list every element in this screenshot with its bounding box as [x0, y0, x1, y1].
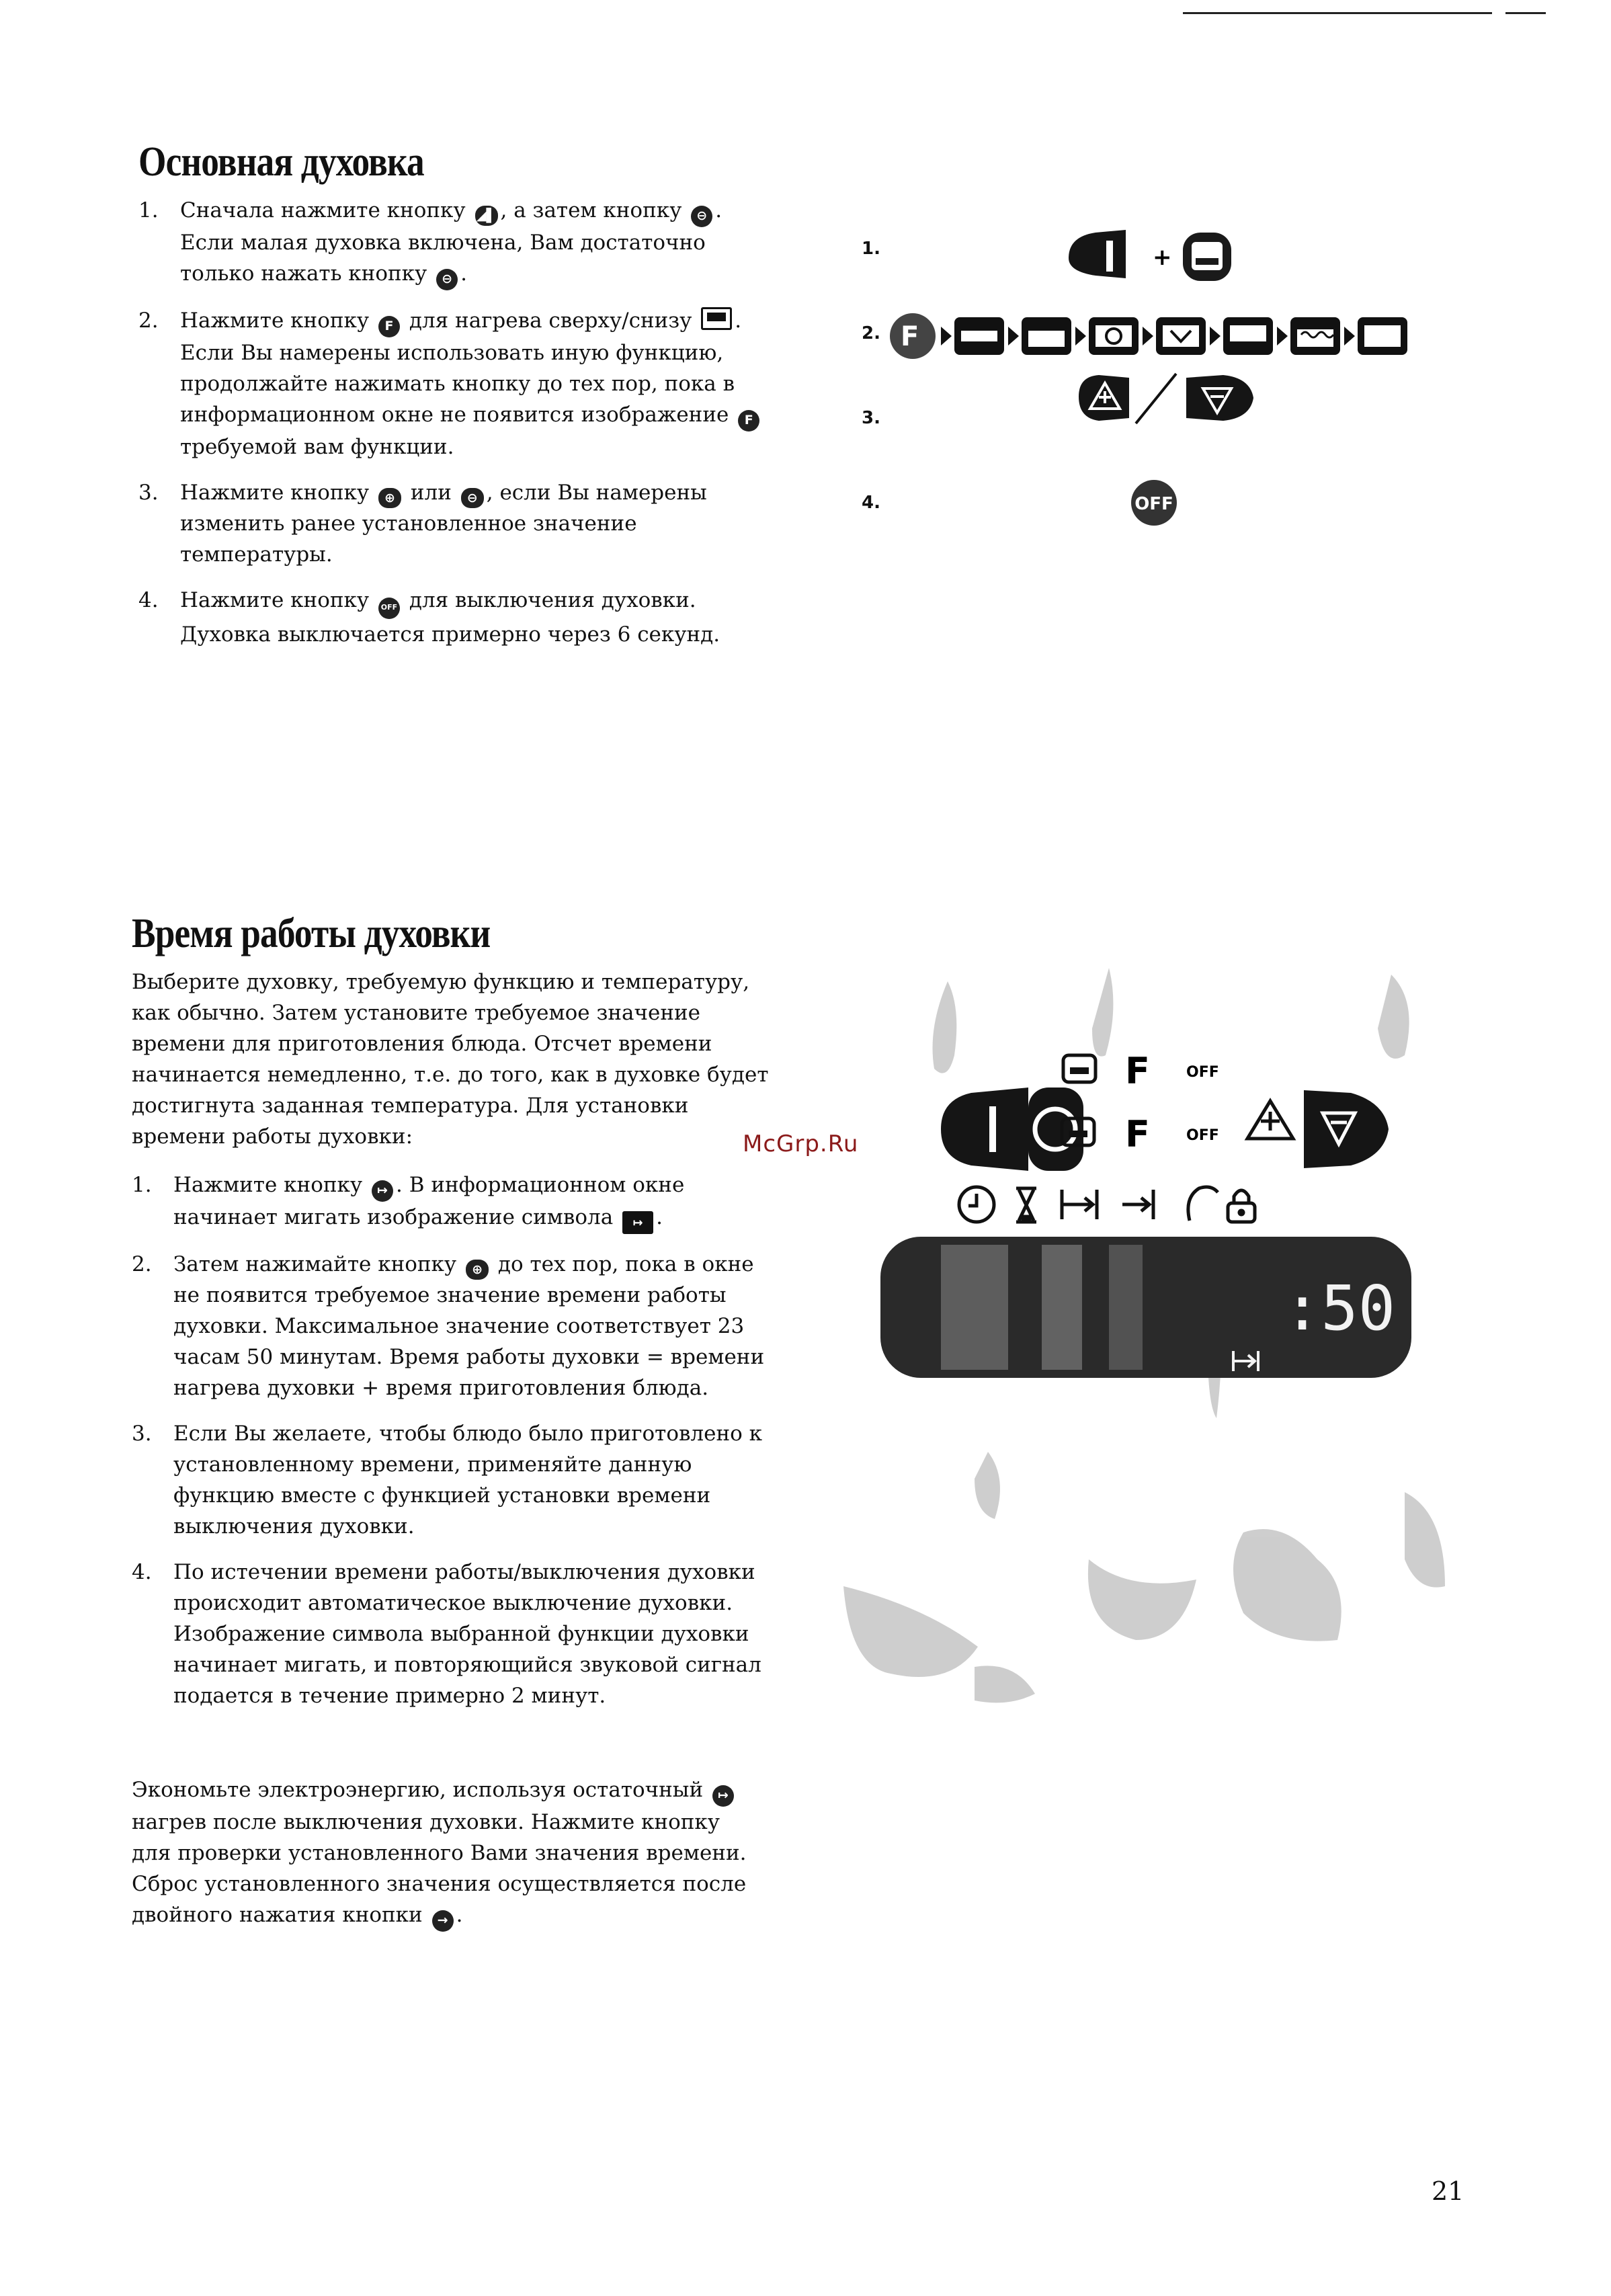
plus-sign: +	[1153, 244, 1172, 271]
fig-step-label-3: 3.	[862, 408, 880, 428]
small-oven-button-icon	[1183, 233, 1231, 281]
top-bottom-heat-icon	[701, 307, 732, 330]
step-4: 4. Нажмите кнопку OFF для выключения духовки. Духовка выключается примерно через 6 секунд.	[138, 588, 720, 647]
figure-button-sequence	[847, 202, 1465, 551]
large-oven-button-icon: ◢▌	[475, 206, 498, 226]
slash-divider	[1136, 374, 1176, 423]
off-label: OFF	[1186, 1064, 1219, 1081]
step-4: 4. По истечении времени работы/выключения духовки происходит автоматическое выключение духовки. Изображение символа выбранной функции духовки начинает мигать, и повторяющийся звуковой сигнал подается в течение примерно 2 минут.	[132, 1560, 761, 1708]
hourglass-icon[interactable]	[1016, 1188, 1036, 1222]
function-button[interactable]	[1125, 1113, 1150, 1155]
panel-top-row	[1063, 1050, 1219, 1092]
operating-time-intro: Выберите духовку, требуемую функцию и температуру, как обычно. Затем установите требуемое значение времени для приготовления блюда. Отсчет времени начинается немедленно, т.е. до того, как в духовке будет достигнута заданная температура. Для установки времени работы духовки:	[132, 970, 769, 1149]
off-button-icon: OFF	[378, 598, 400, 619]
energy-saving-note: Экономьте электроэнергию, используя остаточный ↦ нагрев после выключения духовки. Нажмите кнопку для проверки установленного Вами значения времени. Сброс установленного значения осуществляется после двойного нажатия кнопки → .	[132, 1774, 804, 1932]
step-1: 1. Сначала нажмите кнопку ◢▌ , а затем кнопку ⊖ . Если малая духовка включена, Вам достаточно только нажать кнопку ⊖ .	[138, 195, 784, 290]
svg-text:F: F	[901, 321, 919, 352]
small-oven-button-icon: ⊖	[691, 206, 712, 227]
scan-line	[1183, 12, 1492, 14]
display-time-value: :50	[1284, 1272, 1396, 1344]
plus-button-icon: ⊕	[378, 488, 401, 508]
plus-button[interactable]	[1247, 1101, 1293, 1139]
minus-button-icon	[1186, 375, 1253, 421]
page-number: 21	[1432, 2176, 1464, 2206]
large-oven-button[interactable]	[941, 1088, 1028, 1171]
function-button-icon: F	[378, 316, 400, 337]
plus-button-icon	[1079, 375, 1129, 421]
step-3: 3. Если Вы желаете, чтобы блюдо было приготовлено к установленному времени, применяйте данную функцию вместе с функцией установки времени выключения духовки.	[132, 1422, 763, 1539]
svg-text:OFF: OFF	[1186, 1127, 1219, 1144]
fig-step-label-2: 2.	[862, 323, 880, 343]
small-oven-button-icon: ⊖	[436, 269, 458, 290]
duration-icon[interactable]	[1062, 1190, 1097, 1219]
step-1: 1. Нажмите кнопку ↦ . В информационном окне начинает мигать изображение символа ↦ .	[132, 1170, 804, 1234]
end-time-button-icon: →	[432, 1910, 454, 1932]
off-button[interactable]	[1186, 1127, 1219, 1144]
svg-text:OFF: OFF	[1134, 494, 1173, 514]
end-time-icon[interactable]	[1122, 1190, 1153, 1219]
fig-step-label-1: 1.	[862, 239, 880, 259]
operating-time-steps	[132, 1170, 804, 1726]
step-3: 3. Нажмите кнопку ⊕ или ⊖ , если Вы намерены изменить ранее установленное значение температуры.	[138, 481, 707, 567]
small-oven-icon	[1063, 1055, 1096, 1082]
information-display	[880, 1237, 1411, 1378]
off-button-icon	[1131, 480, 1177, 526]
function-label: F	[1125, 1050, 1150, 1092]
main-oven-steps	[138, 195, 784, 665]
minus-button[interactable]	[1304, 1090, 1389, 1168]
plus-button-icon: ⊕	[466, 1260, 489, 1280]
section-title-operating-time: Время работы духовки	[132, 911, 491, 956]
function-button-icon	[890, 313, 936, 359]
function-sequence	[941, 317, 1407, 355]
duration-symbol-icon: ↦	[622, 1211, 653, 1234]
svg-text:F: F	[1125, 1113, 1150, 1155]
section-title-main-oven: Основная духовка	[138, 139, 424, 185]
watermark: McGrp.Ru	[743, 1131, 859, 1157]
alarm-icon[interactable]	[1188, 1187, 1218, 1221]
lock-icon[interactable]	[1228, 1190, 1255, 1222]
minus-button-icon: ⊖	[461, 488, 484, 508]
step-2: 2. Нажмите кнопку F для нагрева сверху/снизу . Если Вы намерены использовать иную функцию, продолжайте нажимать кнопку до тех пор, пока в информационном окне не появится изображение F требуемой вам функции.	[138, 305, 784, 462]
duration-button-icon: ↦	[712, 1785, 734, 1807]
scan-line	[1505, 12, 1546, 14]
small-oven-button[interactable]	[1028, 1088, 1083, 1171]
clock-icon[interactable]	[959, 1187, 994, 1222]
panel-icon-row	[959, 1187, 1255, 1222]
fig-step-label-4: 4.	[862, 493, 880, 513]
large-oven-button-icon	[1069, 230, 1126, 278]
figure-control-panel	[840, 968, 1465, 1707]
duration-button-icon: ↦	[372, 1180, 393, 1202]
function-button-icon: F	[738, 410, 759, 432]
step-2: 2. Затем нажимайте кнопку ⊕ до тех пор, пока в окне не появится требуемое значение времени работы духовки. Максимальное значение соответствует 23 часам 50 минутам. Время работы духовки = времени нагрева духовки + время приготовления блюда.	[132, 1252, 765, 1400]
